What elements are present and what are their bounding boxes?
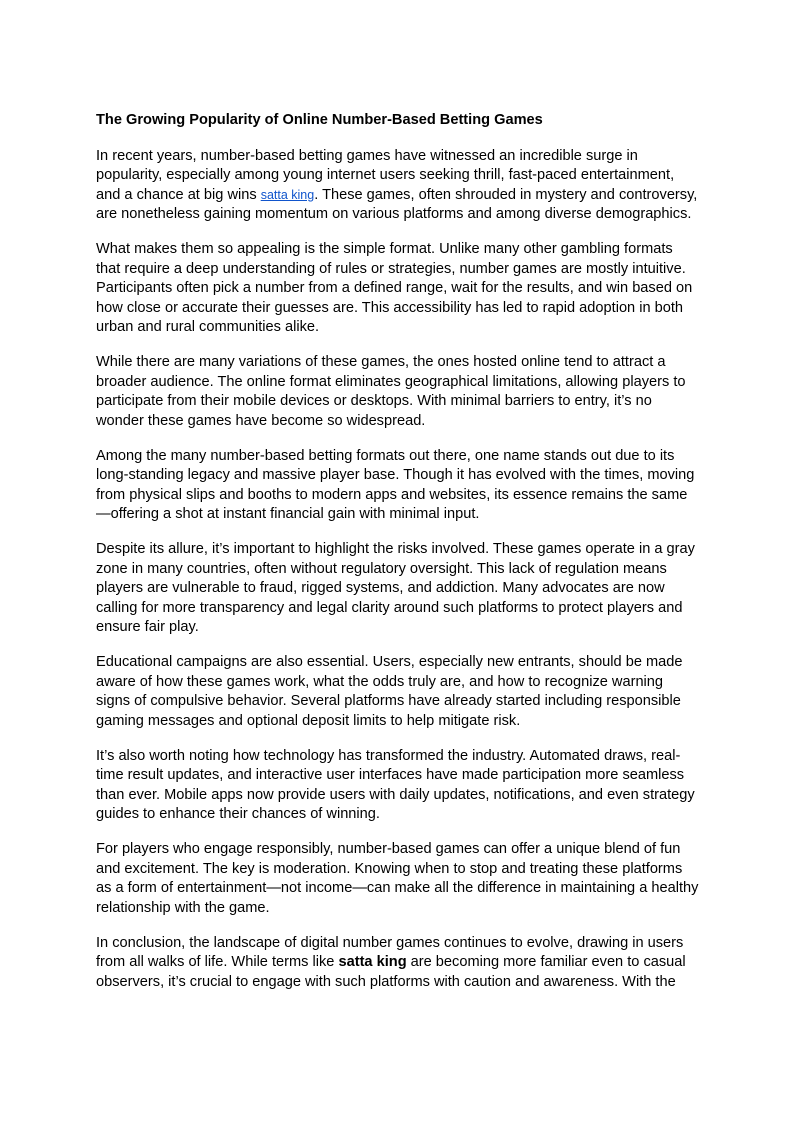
paragraph-education: Educational campaigns are also essential. Users, especially new entrants, should be made aware of how these games work, what the odds truly are, and how to recognize warning signs of compulsive behavior. Several platforms have already started including responsible gaming messages and optional deposit limits to help mitigate risk. — [96, 654, 683, 729]
document-body — [96, 111, 700, 1008]
paragraph-appeal: What makes them so appealing is the simple format. Unlike many other gambling formats that require a deep understanding of rules or strategies, number games are mostly intuitive. Participants often pick a number from a defined range, wait for the results, and win based on how close or accurate their guesses are. This accessibility has led to rapid adoption in both urban and rural communities alike. — [96, 241, 693, 335]
paragraph-risks: Despite its allure, it’s important to highlight the risks involved. These games operate in a gray zone in many countries, often without regulatory oversight. This lack of regulation means players are vulnerable to fraud, rigged systems, and addiction. Many advocates are now calling for more transparency and legal clarity around such platforms to protect players and ensure fair play. — [96, 541, 695, 635]
paragraph-intro-text-end: . These games, often shrouded in mystery and controversy, are nonetheless gaining momentum on various platforms and among diverse demographics. — [96, 186, 698, 222]
paragraph-conclusion-text-end: are becoming more familiar even to casual observers, it’s crucial to engage with such platforms with caution and awareness. With the — [96, 954, 686, 990]
paragraph-intro — [96, 147, 700, 225]
paragraph-technology: It’s also worth noting how technology has transformed the industry. Automated draws, real-time result updates, and interactive user interfaces have made participation more seamless than ever. Mobile apps now provide users with daily updates, notifications, and even strategy guides to enhance their chances of winning. — [96, 747, 695, 822]
paragraph-conclusion-text-start: In conclusion, the landscape of digital number games continues to evolve, drawing in users from all walks of life. While terms like — [96, 934, 684, 970]
satta-king-link[interactable]: satta king — [260, 187, 315, 202]
satta-king-bold-term: satta king — [338, 954, 407, 970]
document-title: The Growing Popularity of Online Number-Based Betting Games — [96, 112, 543, 128]
paragraph-intro-text-start: In recent years, number-based betting games have witnessed an incredible surge in popularity, especially among young internet users seeking thrill, fast-paced entertainment, and a chance at big wins — [96, 147, 675, 203]
paragraph-conclusion — [96, 934, 700, 993]
paragraph-online-format: While there are many variations of these games, the ones hosted online tend to attract a broader audience. The online format eliminates geographical limitations, allowing players to participate from their mobile devices or desktops. With minimal barriers to entry, it’s no wonder these games have become so widespread. — [96, 354, 686, 429]
paragraph-responsible-play: For players who engage responsibly, number-based games can offer a unique blend of fun and excitement. The key is moderation. Knowing when to stop and treating these platforms as a form of entertainment—not income—can make all the difference in maintaining a healthy relationship with the game. — [96, 841, 699, 916]
paragraph-legacy: Among the many number-based betting formats out there, one name stands out due to its long-standing legacy and massive player base. Though it has evolved with the times, moving from physical slips and booths to modern apps and websites, its essence remains the same—offering a shot at instant financial gain with minimal input. — [96, 447, 695, 522]
